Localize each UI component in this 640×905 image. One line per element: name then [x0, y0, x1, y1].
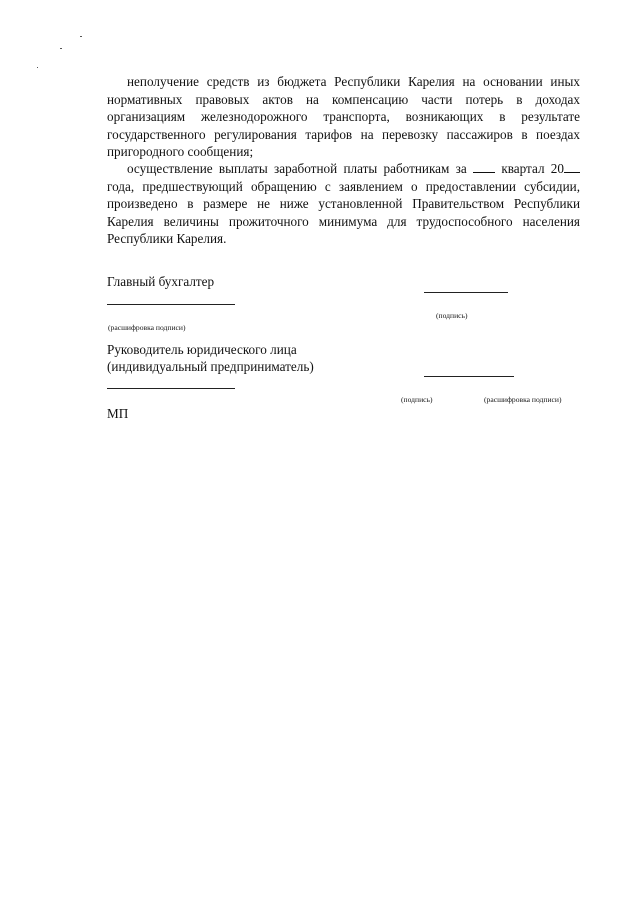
salary-text-part2: квартал 20 — [501, 161, 564, 176]
chief-accountant-signature-caption: (подпись) — [436, 311, 468, 320]
scan-speck — [37, 67, 38, 68]
stamp-place-label: МП — [107, 406, 129, 421]
head-decoding-caption: (расшифровка подписи) — [484, 395, 562, 404]
head-decoding-line — [107, 388, 235, 389]
chief-accountant-signature-line — [424, 292, 508, 293]
chief-accountant-title: Главный бухгалтер — [107, 274, 215, 289]
paragraph-salary — [107, 160, 580, 248]
head-signature-line — [424, 376, 514, 377]
head-title-line1: Руководитель юридического лица — [107, 342, 297, 357]
quarter-blank — [473, 161, 495, 173]
chief-accountant-decoding-caption: (расшифровка подписи) — [108, 323, 186, 332]
salary-text-part1: осуществление выплаты заработной платы работникам за — [127, 161, 467, 176]
chief-accountant-decoding-line — [107, 304, 235, 305]
salary-text-part3: года, предшествующий обращению с заявлением о предоставлении субсидии, произведено в размере не ниже установленной Правительством Республики Карелия величины прожиточного минимума для трудоспособного населения Республики Карелия. — [107, 178, 580, 247]
head-title-line2: (индивидуальный предприниматель) — [107, 359, 314, 374]
scan-speck — [80, 36, 82, 37]
scan-speck — [60, 48, 62, 49]
paragraph-budget-funds: неполучение средств из бюджета Республики Карелия на основании иных нормативных правовых актов на компенсацию части потерь в доходах организациям железнодорожного транспорта, возникающих в результате государственного регулирования тарифов на перевозку пассажиров в поездах пригородного сообщения; — [107, 74, 580, 160]
head-signature-caption: (подпись) — [401, 395, 433, 404]
year-blank — [564, 161, 580, 173]
